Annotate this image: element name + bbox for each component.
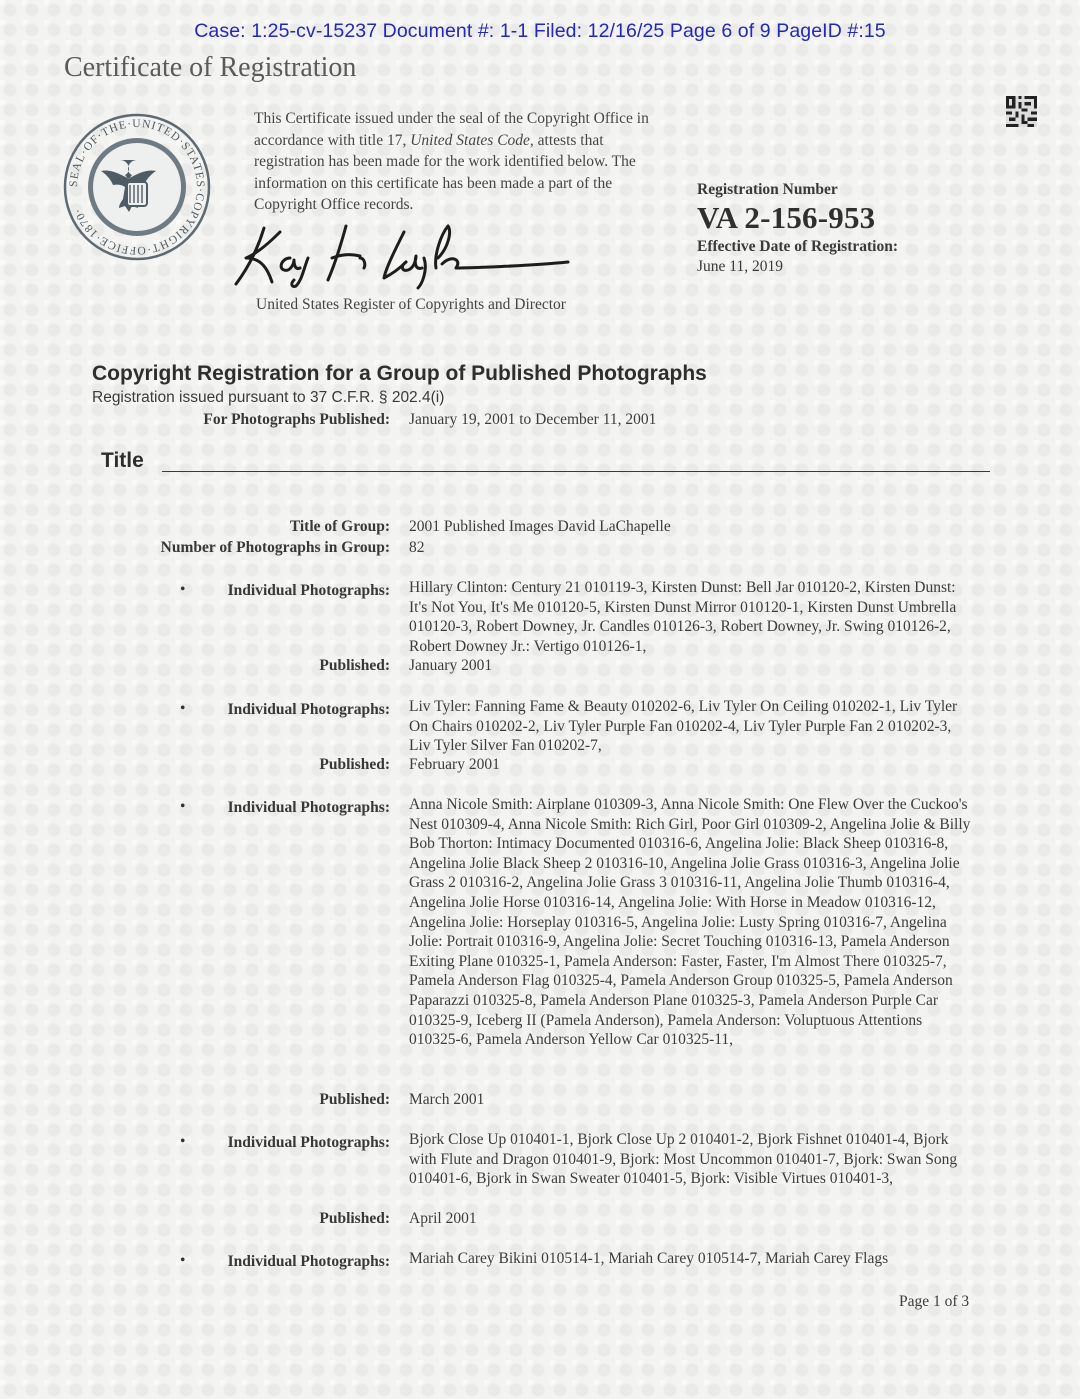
registration-number-label: Registration Number — [697, 181, 838, 198]
qr-code-icon — [1006, 96, 1037, 127]
individual-photographs-list: Mariah Carey Bikini 010514-1, Mariah Carey 010514-7, Mariah Carey Flags — [409, 1250, 889, 1267]
individual-photographs-label: Individual Photographs: — [227, 1134, 390, 1151]
published-date: January 2001 — [409, 657, 493, 674]
individual-photographs-label: Individual Photographs: — [227, 799, 390, 816]
effective-date: June 11, 2019 — [697, 258, 783, 275]
photo-count-label: Number of Photographs in Group: — [160, 539, 390, 556]
individual-photographs-list: Liv Tyler: Fanning Fame & Beauty 010202-6, Liv Tyler On Ceiling 010202-1, Liv Tyler On Chairs 010202-2, Liv Tyler Purple Fan 010202-4, Liv Tyler Purple Fan 2 010202-3, Liv Tyler Silver Fan 010202-7, — [409, 698, 958, 755]
photo-count: 82 — [409, 539, 425, 556]
registration-number: VA 2-156-953 — [697, 200, 876, 235]
effective-date-label: Effective Date of Registration: — [697, 238, 898, 255]
published-date: March 2001 — [409, 1091, 485, 1108]
list-bullet: • — [180, 798, 186, 815]
copyright-office-seal — [62, 112, 212, 262]
certificate-title: Certificate of Registration — [64, 52, 357, 83]
seal-ring-text: SEAL·OF·THE·UNITED·STATES·COPYRIGHT·OFFICE·1870· — [67, 117, 207, 257]
section-heading: Copyright Registration for a Group of Published Photographs — [92, 362, 707, 385]
published-range-label: For Photographs Published: — [203, 411, 390, 428]
published-label: Published: — [319, 1210, 390, 1227]
published-label: Published: — [319, 756, 390, 773]
individual-photographs-label: Individual Photographs: — [227, 1253, 390, 1270]
published-range: January 19, 2001 to December 11, 2001 — [409, 411, 657, 428]
group-title-label: Title of Group: — [289, 518, 390, 535]
individual-photographs-label: Individual Photographs: — [227, 582, 390, 599]
register-signature — [228, 218, 578, 290]
individual-photographs-list: Hillary Clinton: Century 21 010119-3, Kirsten Dunst: Bell Jar 010120-2, Kirsten Dunst: It's Not You, It's Me 010120-5, Kirsten Dunst Mirror 010120-1, Kirsten Dunst Umbrella 010120-3, Robert Downey, Jr. Candles 010126-3, Robert Downey, Jr. Swing 010126-2, Robert Downey Jr.: Vertigo 010126-1, — [409, 579, 957, 655]
individual-photographs-label: Individual Photographs: — [227, 701, 390, 718]
page-footer: Page 1 of 3 — [899, 1293, 970, 1310]
individual-photographs-list: Bjork Close Up 010401-1, Bjork Close Up 2 010401-2, Bjork Fishnet 010401-4, Bjork with Flute and Dragon 010401-9, Bjork: Most Uncommon 010401-7, Bjork: Swan Song 010401-6, Bjork in Swan Sweater 010401-5, Bjork: Visible Virtues 010401-3, — [409, 1131, 958, 1188]
list-bullet: • — [180, 1133, 186, 1150]
published-date: February 2001 — [409, 756, 500, 773]
section-subheading: Registration issued pursuant to 37 C.F.R. § 202.4(i) — [92, 389, 445, 406]
signer-title: United States Register of Copyrights and Director — [256, 296, 566, 313]
published-label: Published: — [319, 1091, 390, 1108]
group-title: 2001 Published Images David LaChapelle — [409, 518, 671, 535]
published-label: Published: — [319, 657, 390, 674]
certificate-statement: This Certificate issued under the seal of the Copyright Office in accordance with title 17, United States Code, attests that registration has been made for the work identified below. The information on this certificate has been made a part of the Copyright Office records. — [254, 110, 649, 213]
list-bullet: • — [180, 1252, 186, 1269]
published-date: April 2001 — [409, 1210, 477, 1227]
case-header: Case: 1:25-cv-15237 Document #: 1-1 Filed: 12/16/25 Page 6 of 9 PageID #:15 — [194, 20, 886, 42]
title-divider — [162, 471, 990, 472]
individual-photographs-list: Anna Nicole Smith: Airplane 010309-3, Anna Nicole Smith: One Flew Over the Cuckoo's Nest 010309-4, Anna Nicole Smith: Rich Girl, Poor Girl 010309-2, Angelina Jolie & Billy Bob Thorton: Intimacy Documented 010316-6, Angelina Jolie: Black Sheep 010316-8, Angelina Jolie Black Sheep 2 010316-10, Angelina Jolie Grass 010316-3, Angelina Jolie Grass 2 010316-2, Angelina Jolie Grass 3 010316-11, Angelina Jolie Thumb 010316-4, Angelina Jolie Horse 010316-14, Angelina Jolie: With Horse in Meadow 010316-12, Angelina Jolie: Horseplay 010316-5, Angelina Jolie: Lusty Spring 010316-7, Angelina Jolie: Portrait 010316-9, Angelina Jolie: Secret Touching 010316-13, Pamela Anderson Exiting Plane 010325-1, Pamela Anderson: Faster, Faster, I'm Almost There 010325-7, Pamela Anderson Flag 010325-4, Pamela Anderson Group 010325-5, Pamela Anderson Paparazzi 010325-8, Pamela Anderson Plane 010325-3, Pamela Anderson Purple Car 010325-9, Iceberg II (Pamela Anderson), Pamela Anderson: Voluptuous Attentions 010325-6, Pamela Anderson Yellow Car 010325-11, — [409, 796, 971, 1049]
list-bullet: • — [180, 700, 186, 717]
list-bullet: • — [180, 581, 186, 598]
title-section-label: Title — [101, 449, 144, 472]
